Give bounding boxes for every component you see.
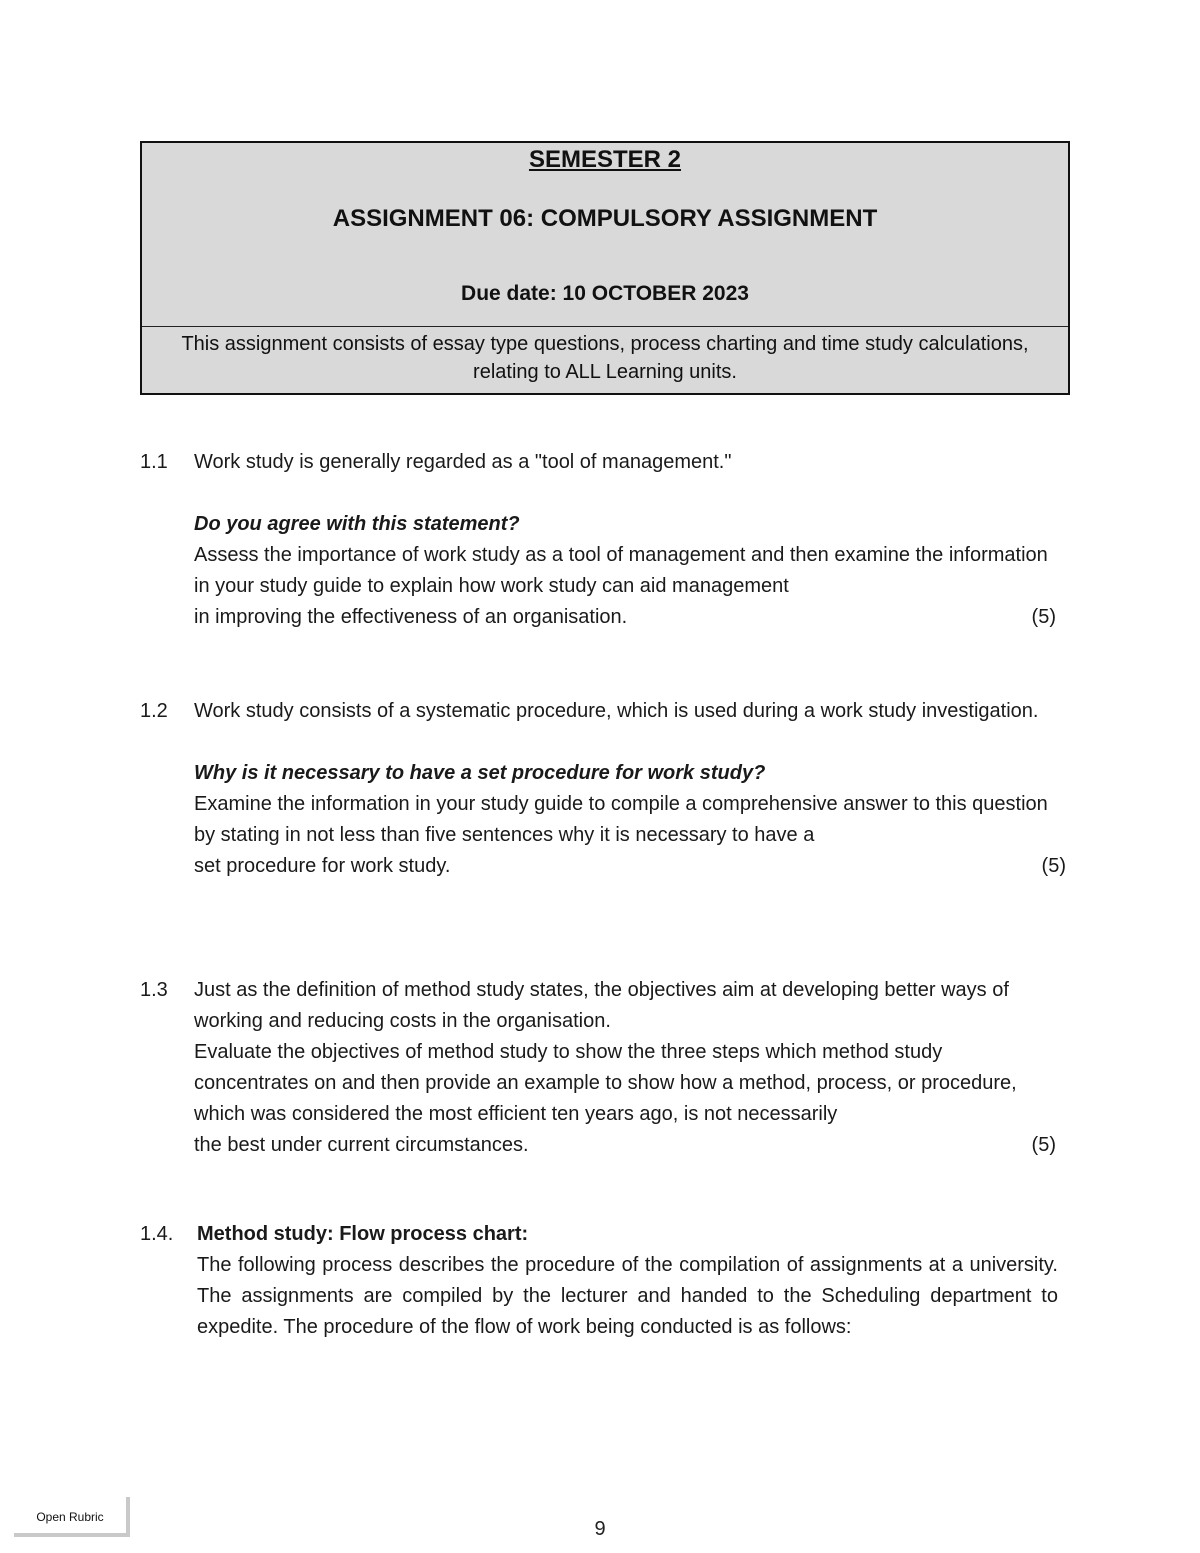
question-intro: Work study consists of a systematic procedure, which is used during a work study investigation. xyxy=(194,700,1039,722)
semester-heading: SEMESTER 2 xyxy=(528,146,682,173)
assignment-header-box xyxy=(140,141,1070,395)
question-body xyxy=(197,1219,1058,1343)
question-marks: (5) xyxy=(1031,1134,1056,1156)
question-prompt: Do you agree with this statement? xyxy=(194,513,520,535)
page-number: 9 xyxy=(594,1518,606,1540)
question-number: 1.3 xyxy=(140,979,168,1001)
question-1-1 xyxy=(140,447,1070,633)
question-text-end: the best under current circumstances. xyxy=(194,1134,529,1156)
question-number: 1.1 xyxy=(140,451,168,473)
assignment-title: ASSIGNMENT 06: COMPULSORY ASSIGNMENT xyxy=(332,205,878,232)
question-text: Assess the importance of work study as a tool of management and then examine the information in your study guide to explain how work study can aid management xyxy=(194,544,1048,597)
question-1-4 xyxy=(140,1219,1070,1343)
header-title-area xyxy=(142,143,1068,327)
open-rubric-button[interactable]: Open Rubric xyxy=(14,1497,130,1537)
question-title: Method study: Flow process chart: xyxy=(197,1223,529,1245)
question-text-end: in improving the effectiveness of an organisation. xyxy=(194,606,628,628)
question-body xyxy=(194,975,1062,1161)
question-body xyxy=(194,447,1060,633)
question-text: Evaluate the objectives of method study to show the three steps which method study concentrates on and then provide an example to show how a method, process, or procedure, which was considered the most efficient ten years ago, is not necessarily xyxy=(194,1041,1017,1125)
question-body xyxy=(194,696,1068,882)
question-last-line xyxy=(194,602,1056,633)
question-1-2 xyxy=(140,696,1070,882)
question-marks: (5) xyxy=(1041,855,1066,877)
question-last-line xyxy=(194,1130,1056,1161)
question-text-end: set procedure for work study. xyxy=(194,855,451,877)
question-number: 1.4. xyxy=(140,1223,174,1245)
question-marks: (5) xyxy=(1031,606,1056,628)
question-intro: Just as the definition of method study states, the objectives aim at developing better ways of working and reducing costs in the organisation. xyxy=(194,979,1009,1032)
due-date: Due date: 10 OCTOBER 2023 xyxy=(461,282,749,305)
question-prompt: Why is it necessary to have a set procedure for work study? xyxy=(194,762,766,784)
question-text: The following process describes the procedure of the compilation of assignments at a university. The assignments are compiled by the lecturer and handed to the Scheduling department to expedite. The procedure of the flow of work being conducted is as follows: xyxy=(197,1254,1058,1338)
assignment-description: This assignment consists of essay type questions, process charting and time study calculations, relating to ALL Learning units. xyxy=(181,333,1029,383)
question-text: Examine the information in your study guide to compile a comprehensive answer to this question by stating in not less than five sentences why it is necessary to have a xyxy=(194,793,1048,846)
question-intro: Work study is generally regarded as a "tool of management." xyxy=(194,451,732,473)
question-number: 1.2 xyxy=(140,700,168,722)
question-last-line xyxy=(194,851,1066,882)
question-1-3 xyxy=(140,975,1070,1161)
